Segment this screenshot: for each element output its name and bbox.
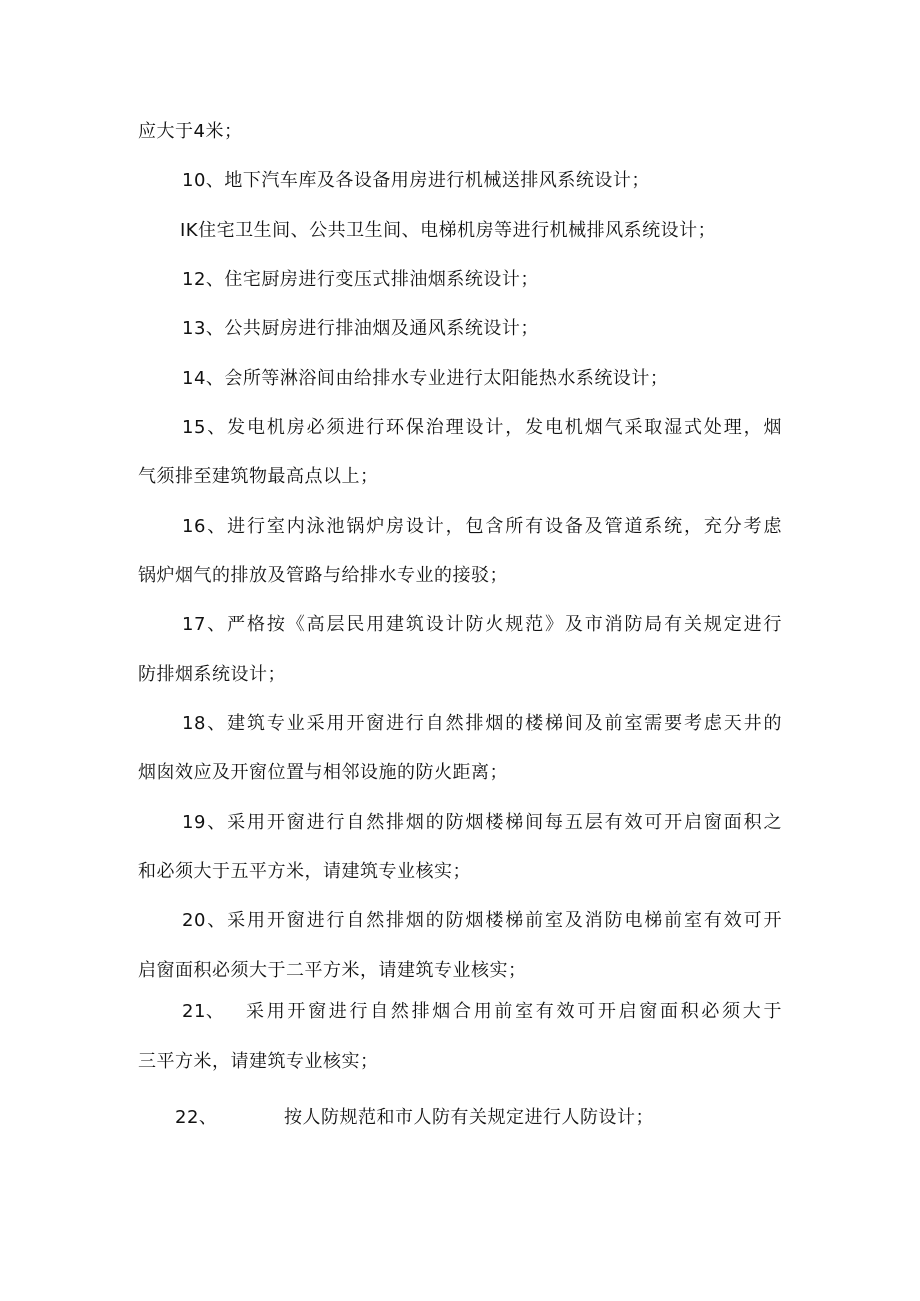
list-item-16: 16、进行室内泳池锅炉房设计，包含所有设备及管道系统，充分考虑 <box>182 516 782 537</box>
list-item-13: 13、公共厨房进行排油烟及通风系统设计； <box>182 318 539 339</box>
list-item-17: 17、严格按《高层民用建筑设计防火规范》及市消防局有关规定进行 <box>182 614 782 635</box>
list-item-18-continued: 烟囱效应及开窗位置与相邻设施的防火距离； <box>138 762 508 783</box>
list-item-14: 14、会所等淋浴间由给排水专业进行太阳能热水系统设计； <box>182 368 669 389</box>
list-item-15-continued: 气须排至建筑物最高点以上； <box>138 466 379 487</box>
list-item-11: IK住宅卫生间、公共卫生间、电梯机房等进行机械排风系统设计； <box>180 220 717 241</box>
list-item-12: 12、住宅厨房进行变压式排油烟系统设计； <box>182 269 539 290</box>
list-item-20-continued: 启窗面积必须大于二平方米，请建筑专业核实； <box>138 960 527 981</box>
list-item-21-continued: 三平方米，请建筑专业核实； <box>138 1051 379 1072</box>
list-item-16-continued: 锅炉烟气的排放及管路与给排水专业的接驳； <box>138 565 508 586</box>
list-item-21-number: 21、 <box>182 1001 225 1022</box>
list-item-22-text: 按人防规范和市人防有关规定进行人防设计； <box>284 1107 654 1128</box>
list-item-19-continued: 和必须大于五平方米，请建筑专业核实； <box>138 861 471 882</box>
list-item-19: 19、采用开窗进行自然排烟的防烟楼梯间每五层有效可开启窗面积之 <box>182 812 782 833</box>
list-item-20: 20、采用开窗进行自然排烟的防烟楼梯前室及消防电梯前室有效可开 <box>182 910 782 931</box>
list-item-15: 15、发电机房必须进行环保治理设计，发电机烟气采取湿式处理，烟 <box>182 417 782 438</box>
list-item-10: 10、地下汽车库及各设备用房进行机械送排风系统设计； <box>182 170 650 191</box>
list-item-22-number: 22、 <box>175 1107 218 1128</box>
list-item-18: 18、建筑专业采用开窗进行自然排烟的楼梯间及前室需要考虑天井的 <box>182 713 782 734</box>
list-item-17-continued: 防排烟系统设计； <box>138 664 286 685</box>
list-item-21-text: 采用开窗进行自然排烟合用前室有效可开启窗面积必须大于 <box>246 1001 782 1022</box>
text-line: 应大于4米； <box>138 121 243 142</box>
